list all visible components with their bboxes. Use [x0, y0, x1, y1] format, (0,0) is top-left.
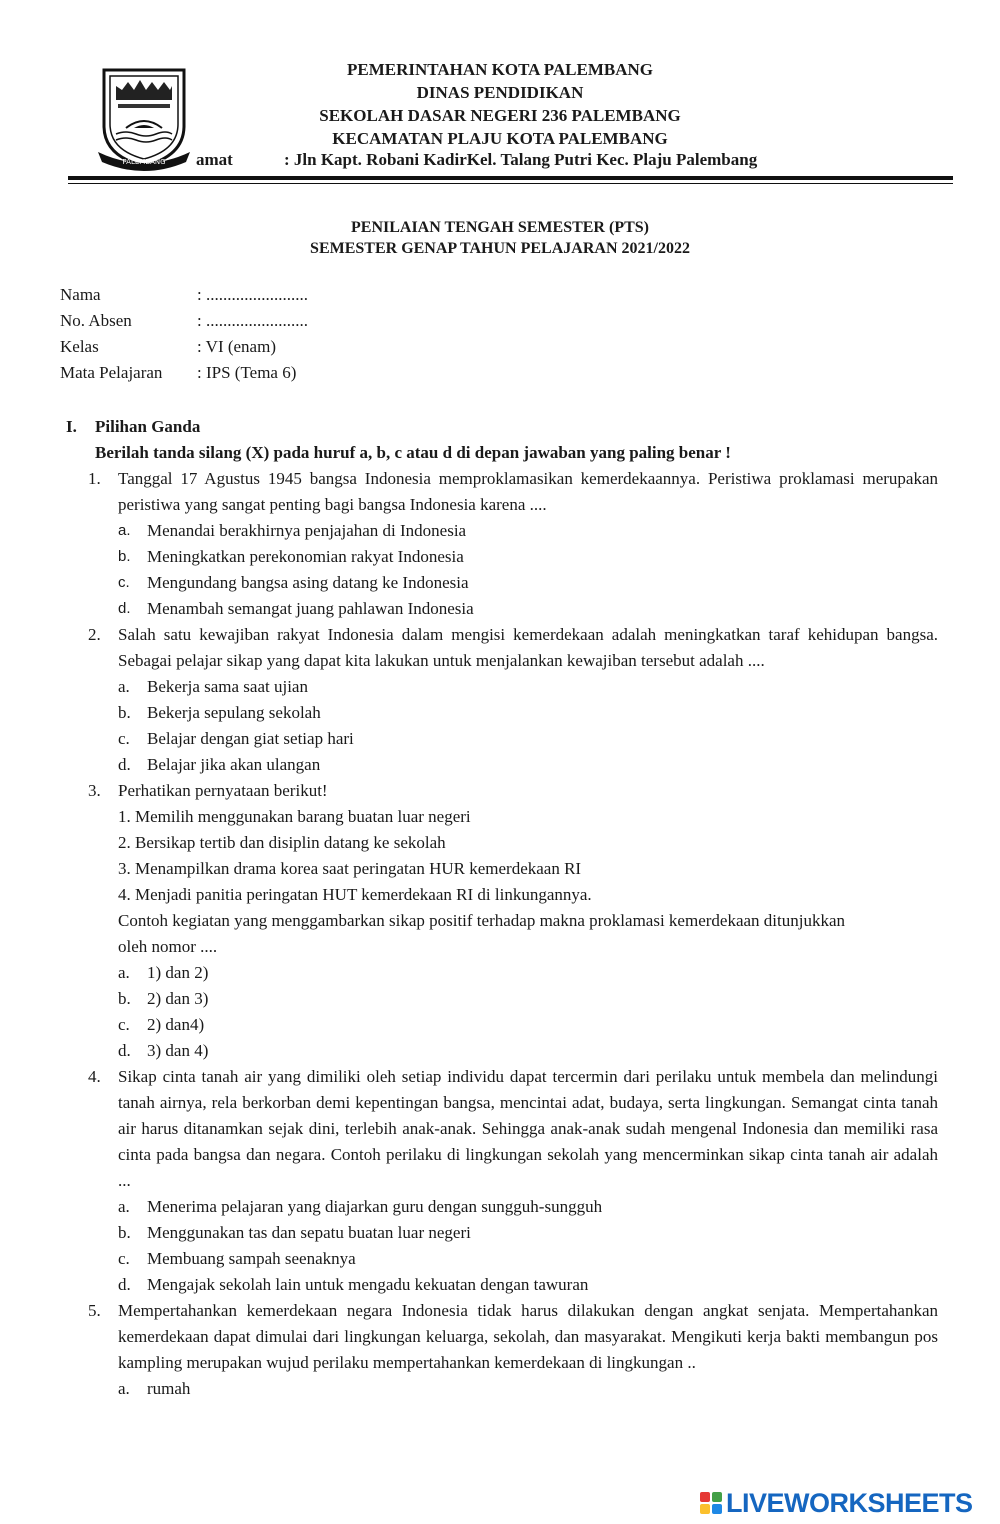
header-line-4: KECAMATAN PLAJU KOTA PALEMBANG	[332, 129, 668, 148]
option-c[interactable]: c. Belajar dengan giat setiap hari	[118, 729, 354, 748]
option-b[interactable]: b. Menggunakan tas dan sepatu buatan luar negeri	[118, 1223, 471, 1242]
header-line-2: DINAS PENDIDIKAN	[416, 83, 584, 102]
question-1	[66, 466, 938, 622]
identity-kelas	[60, 336, 276, 358]
question-number: 5.	[88, 1301, 101, 1320]
question-stem-continued: Contoh kegiatan yang menggambarkan sikap positif terhadap makna proklamasi kemerdekaan ditunjukkan oleh nomor ....	[118, 911, 846, 956]
exam-subtitle: SEMESTER GENAP TAHUN PELAJARAN 2021/2022	[310, 240, 690, 257]
header-divider-thin	[68, 183, 953, 184]
option-b[interactable]: b. Bekerja sepulang sekolah	[118, 703, 321, 722]
nama-field[interactable]: : ........................	[197, 285, 308, 304]
option-a[interactable]: a. Bekerja sama saat ujian	[118, 677, 308, 696]
mapel-label: Mata Pelajaran	[60, 363, 163, 382]
question-number: 1.	[88, 469, 101, 488]
question-2	[66, 622, 938, 778]
option-c[interactable]: c. Mengundang bangsa asing datang ke Indonesia	[118, 573, 469, 592]
question-stem: Tanggal 17 Agustus 1945 bangsa Indonesia memproklamasikan kemerdekaannya. Peristiwa proklamasi merupakan peristiwa yang sangat penting bagi bangsa Indonesia karena ....	[118, 469, 938, 514]
option-d[interactable]: d. 3) dan 4)	[118, 1041, 209, 1060]
option-c[interactable]: c. 2) dan4)	[118, 1015, 205, 1034]
option-d[interactable]: d. Belajar jika akan ulangan	[118, 755, 321, 774]
liveworksheets-logo-icon	[700, 1492, 722, 1514]
statement-3: 3. Menampilkan drama korea saat peringatan HUR kemerdekaan RI	[118, 859, 582, 878]
option-a[interactable]: a. Menandai berakhirnya penjajahan di Indonesia	[118, 521, 467, 540]
svg-text:PALEMBANG: PALEMBANG	[122, 158, 166, 166]
identity-nama	[60, 284, 308, 306]
option-b[interactable]: b. 2) dan 3)	[118, 989, 209, 1008]
exam-title: PENILAIAN TENGAH SEMESTER (PTS)	[351, 219, 649, 236]
statement-1: 1. Memilih menggunakan barang buatan luar negeri	[118, 807, 471, 826]
section-instruction: Berilah tanda silang (X) pada huruf a, b, c atau d di depan jawaban yang paling benar !	[95, 443, 731, 462]
absen-label: No. Absen	[60, 311, 132, 330]
option-d[interactable]: d. Menambah semangat juang pahlawan Indonesia	[118, 599, 474, 618]
question-number: 3.	[88, 781, 101, 800]
identity-absen	[60, 310, 308, 332]
question-3	[66, 778, 938, 1064]
question-stem: Salah satu kewajiban rakyat Indonesia dalam mengisi kemerdekaan adalah meningkatkan taraf kehidupan bangsa. Sebagai pelajar sikap yang dapat kita lakukan untuk menjalankan kewajiban tersebut adalah ....	[118, 625, 938, 670]
option-d[interactable]: d. Mengajak sekolah lain untuk mengadu kekuatan dengan tawuran	[118, 1275, 589, 1294]
question-stem: Perhatikan pernyataan berikut!	[118, 781, 328, 800]
address-label: amat	[196, 150, 233, 169]
question-number: 4.	[88, 1067, 101, 1086]
header-divider	[68, 176, 953, 180]
option-a[interactable]: a. rumah	[118, 1379, 191, 1398]
section-multiple-choice	[66, 414, 946, 1402]
address-value: : Jln Kapt. Robani KadirKel. Talang Putri Kec. Plaju Palembang	[284, 150, 758, 169]
question-4	[66, 1064, 938, 1298]
identity-mapel	[60, 362, 296, 384]
header-line-1: PEMERINTAHAN KOTA PALEMBANG	[346, 60, 653, 79]
question-number: 2.	[88, 625, 101, 644]
option-b[interactable]: b. Meningkatkan perekonomian rakyat Indonesia	[118, 547, 464, 566]
absen-field[interactable]: : ........................	[197, 311, 308, 330]
mapel-value: : IPS (Tema 6)	[197, 363, 297, 382]
question-5	[66, 1298, 938, 1402]
statement-4: 4. Menjadi panitia peringatan HUT kemerdekaan RI di linkungannya.	[118, 885, 592, 904]
section-title: I. Pilihan Ganda	[66, 417, 201, 436]
option-a[interactable]: a. Menerima pelajaran yang diajarkan guru dengan sungguh-sungguh	[118, 1197, 603, 1216]
option-a[interactable]: a. 1) dan 2)	[118, 963, 209, 982]
question-stem: Sikap cinta tanah air yang dimiliki oleh setiap individu dapat tercermin dari perilaku untuk membela dan melindungi tanah airnya, rela berkorban demi kepentingan bangsa, mencintai adat, budaya, serta lingkungan. Semangat cinta tanah air harus ditanamkan sejak dini, terlebih anak-anak. Sehingga anak-anak sudah mengenal Indonesia dan memiliki rasa cinta pada bangsa dan negara. Contoh perilaku di lingkungan sekolah yang mencerminkan sikap cinta tanah air adalah ...	[118, 1067, 938, 1190]
statement-2: 2. Bersikap tertib dan disiplin datang ke sekolah	[118, 833, 446, 852]
question-stem: Mempertahankan kemerdekaan negara Indonesia tidak harus dilakukan dengan angkat senjata. Mempertahankan kemerdekaan dapat dimulai dari lingkungan keluarga, sekolah, dan masyarakat. Mengikuti kerja bakti membangun pos kampling merupakan wujud perilaku mempertahankan kemerdekaan di lingkungan ..	[118, 1301, 938, 1372]
kelas-label: Kelas	[60, 337, 99, 356]
header-line-3: SEKOLAH DASAR NEGERI 236 PALEMBANG	[319, 106, 681, 125]
option-c[interactable]: c. Membuang sampah seenaknya	[118, 1249, 356, 1268]
liveworksheets-watermark	[700, 1488, 973, 1518]
nama-label: Nama	[60, 285, 101, 304]
kelas-value: : VI (enam)	[197, 337, 276, 356]
watermark-text: LIVEWORKSHEETS	[726, 1487, 973, 1518]
